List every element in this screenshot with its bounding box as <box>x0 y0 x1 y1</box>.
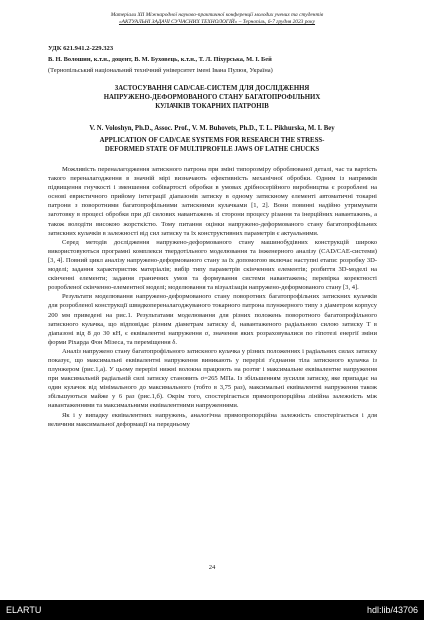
paragraph: Серед методів дослідження напружено-деформованого стану машинобудівних конструкцій широко використовуються програмні комплекси твердотільного моделювання та інженерного аналізу (CAD/CAE-системи) [3, 4]. Повний цикл аналізу напружено-деформованого стану за їх допомогою включає наступні етапи: розробку 3D-моделі; задання характеристик матеріалів; вибір типу параметрів скінченних елементів; розбиття 3D-моделі на скінченні елементи; задання граничних умов та формування системи навантажень; перевірка коректності розробленої скінченно-елементної моделі; моделювання та візуалізація напружено-деформованого стану [3, 4]. <box>48 238 377 292</box>
repository-footer <box>0 600 424 620</box>
paragraph: Як і у випадку еквівалентних напружень, аналогічна прямопропорційна залежність спостерігається і для величини максимальної деформації на передньому <box>48 411 377 428</box>
title-ukrainian <box>48 84 376 111</box>
authors-english: V. N. Voloshyn, Ph.D., Assoc. Prof., V. M. Buhovets, Ph.D., T. L. Pikhurska, M. I. Bey <box>89 125 335 132</box>
affiliation: (Тернопільський національний технічний університет імені Івана Пулюя, Україна) <box>48 67 273 74</box>
title-ukrainian-line: КУЛАЧКІВ ТОКАРНИХ ПАТРОНІВ <box>155 103 269 110</box>
conference-header-line-2: «АКТУАЛЬНІ ЗАДАЧІ СУЧАСНИХ ТЕХНОЛОГІЙ» – Тернопіль, 6-7 грудня 2023 року <box>118 19 316 25</box>
repository-name: ELARTU <box>6 605 42 615</box>
paragraph: Можливість переналагодження затискного патрона при зміні типорозміру оброблюваної деталі, час та вартість такого переналагодження в значній мірі визначають ефективність механічної обробки. Одним із напрямків підвищення гнучкості і зменшення собівартості обробки в умовах дрібносерійного виробництва є розроблені на основі евристичного прийому інтеграції діапазонів затиску в одному затискному елементі автоматичні токарні патрони з поворотними багатопрофільними затискними кулачками [1, 2]. Вони повинні надійно утримувати заготовку в процесі обробки при дії силових навантажень зі сторони процесу різання та інерційних навантажень, а також володіти високою жорсткістю. Тому питання оцінки напружено-деформованого стану багатопрофільних затискних кулачків в залежності від сил затиску та їх конструктивних параметрів є актуальними. <box>48 166 377 237</box>
udk-code: УДК 621.941.2-229.323 <box>48 45 114 52</box>
conference-header <box>50 12 384 26</box>
body-text <box>48 165 377 429</box>
paragraph: Аналіз напружено стану багатопрофільного затискного кулачка у різних положеннях і радіальних силах затиску показує, що максимальні еквівалентні напруження виникають у перерізі з'єднання тіла затискного кулачка із плунжером (рис.1,а). У цьому перерізі нижні волокна працюють на розтяг і максимальне еквівалентне напруження при максимальній радіальній силі затиску становить σ=265 МПа. Із збільшенням зусилля затиску, яке припадає на один кулачок від мінімального до максимального (тобто в 3,75 раз), максимальні еквівалентні напруження також збільшуються майже у 6 раз (рис.1,б). Окрім того, спостерігається прямопропорційна лінійна залежність між навантаженнями та максимальними еквівалентними напруженнями. <box>48 347 377 410</box>
conference-header-line-1: Матеріали XII Міжнародної науково-практичної конференції молодих учених та студентів <box>110 12 324 18</box>
title-ukrainian-line: НАПРУЖЕНО-ДЕФОРМОВАНОГО СТАНУ БАГАТОПРОФІЛЬНИХ <box>103 94 321 101</box>
paragraph: Результати моделювання напружено-деформованого стану поворотних багатопрофільних затискних кулачків для розробленої конструкції швидкопереналагоджуваного токарного патрона плунжерного типу з діаметром корпусу 200 мм приведені на рис.1. Результатами моделювання для різних положень поворотного багатопрофільного затискного кулачка, що відповідає різним діаметрам затиску d, навантаженого радіальною силою затиску T в діапазоні від 8 до 30 кН, є еквівалентні напруження σ, значення яких розраховувалися по гіпотезі енергії зміни форми Ріхарда Фон Мізеса, та переміщення δ. <box>48 293 377 346</box>
title-ukrainian-line: ЗАСТОСУВАННЯ CAD/CAE-СИСТЕМ ДЛЯ ДОСЛІДЖЕННЯ <box>114 85 310 92</box>
page-number: 24 <box>208 564 216 571</box>
title-english-line: DEFORMED STATE OF MULTIPROFILE JAWS OF LATHE CHUCKS <box>104 146 320 153</box>
title-english <box>48 136 376 154</box>
title-english-line: APPLICATION OF CAD/CAE SYSTEMS FOR RESEARCH THE STRESS- <box>99 137 325 144</box>
authors-ukrainian: В. Н. Волошин, к.т.н., доцент, В. М. Буховець, к.т.н., Т. Л. Піхурська, М. І. Бей <box>48 56 272 63</box>
handle-link[interactable]: hdl:lib/43706 <box>366 605 418 615</box>
